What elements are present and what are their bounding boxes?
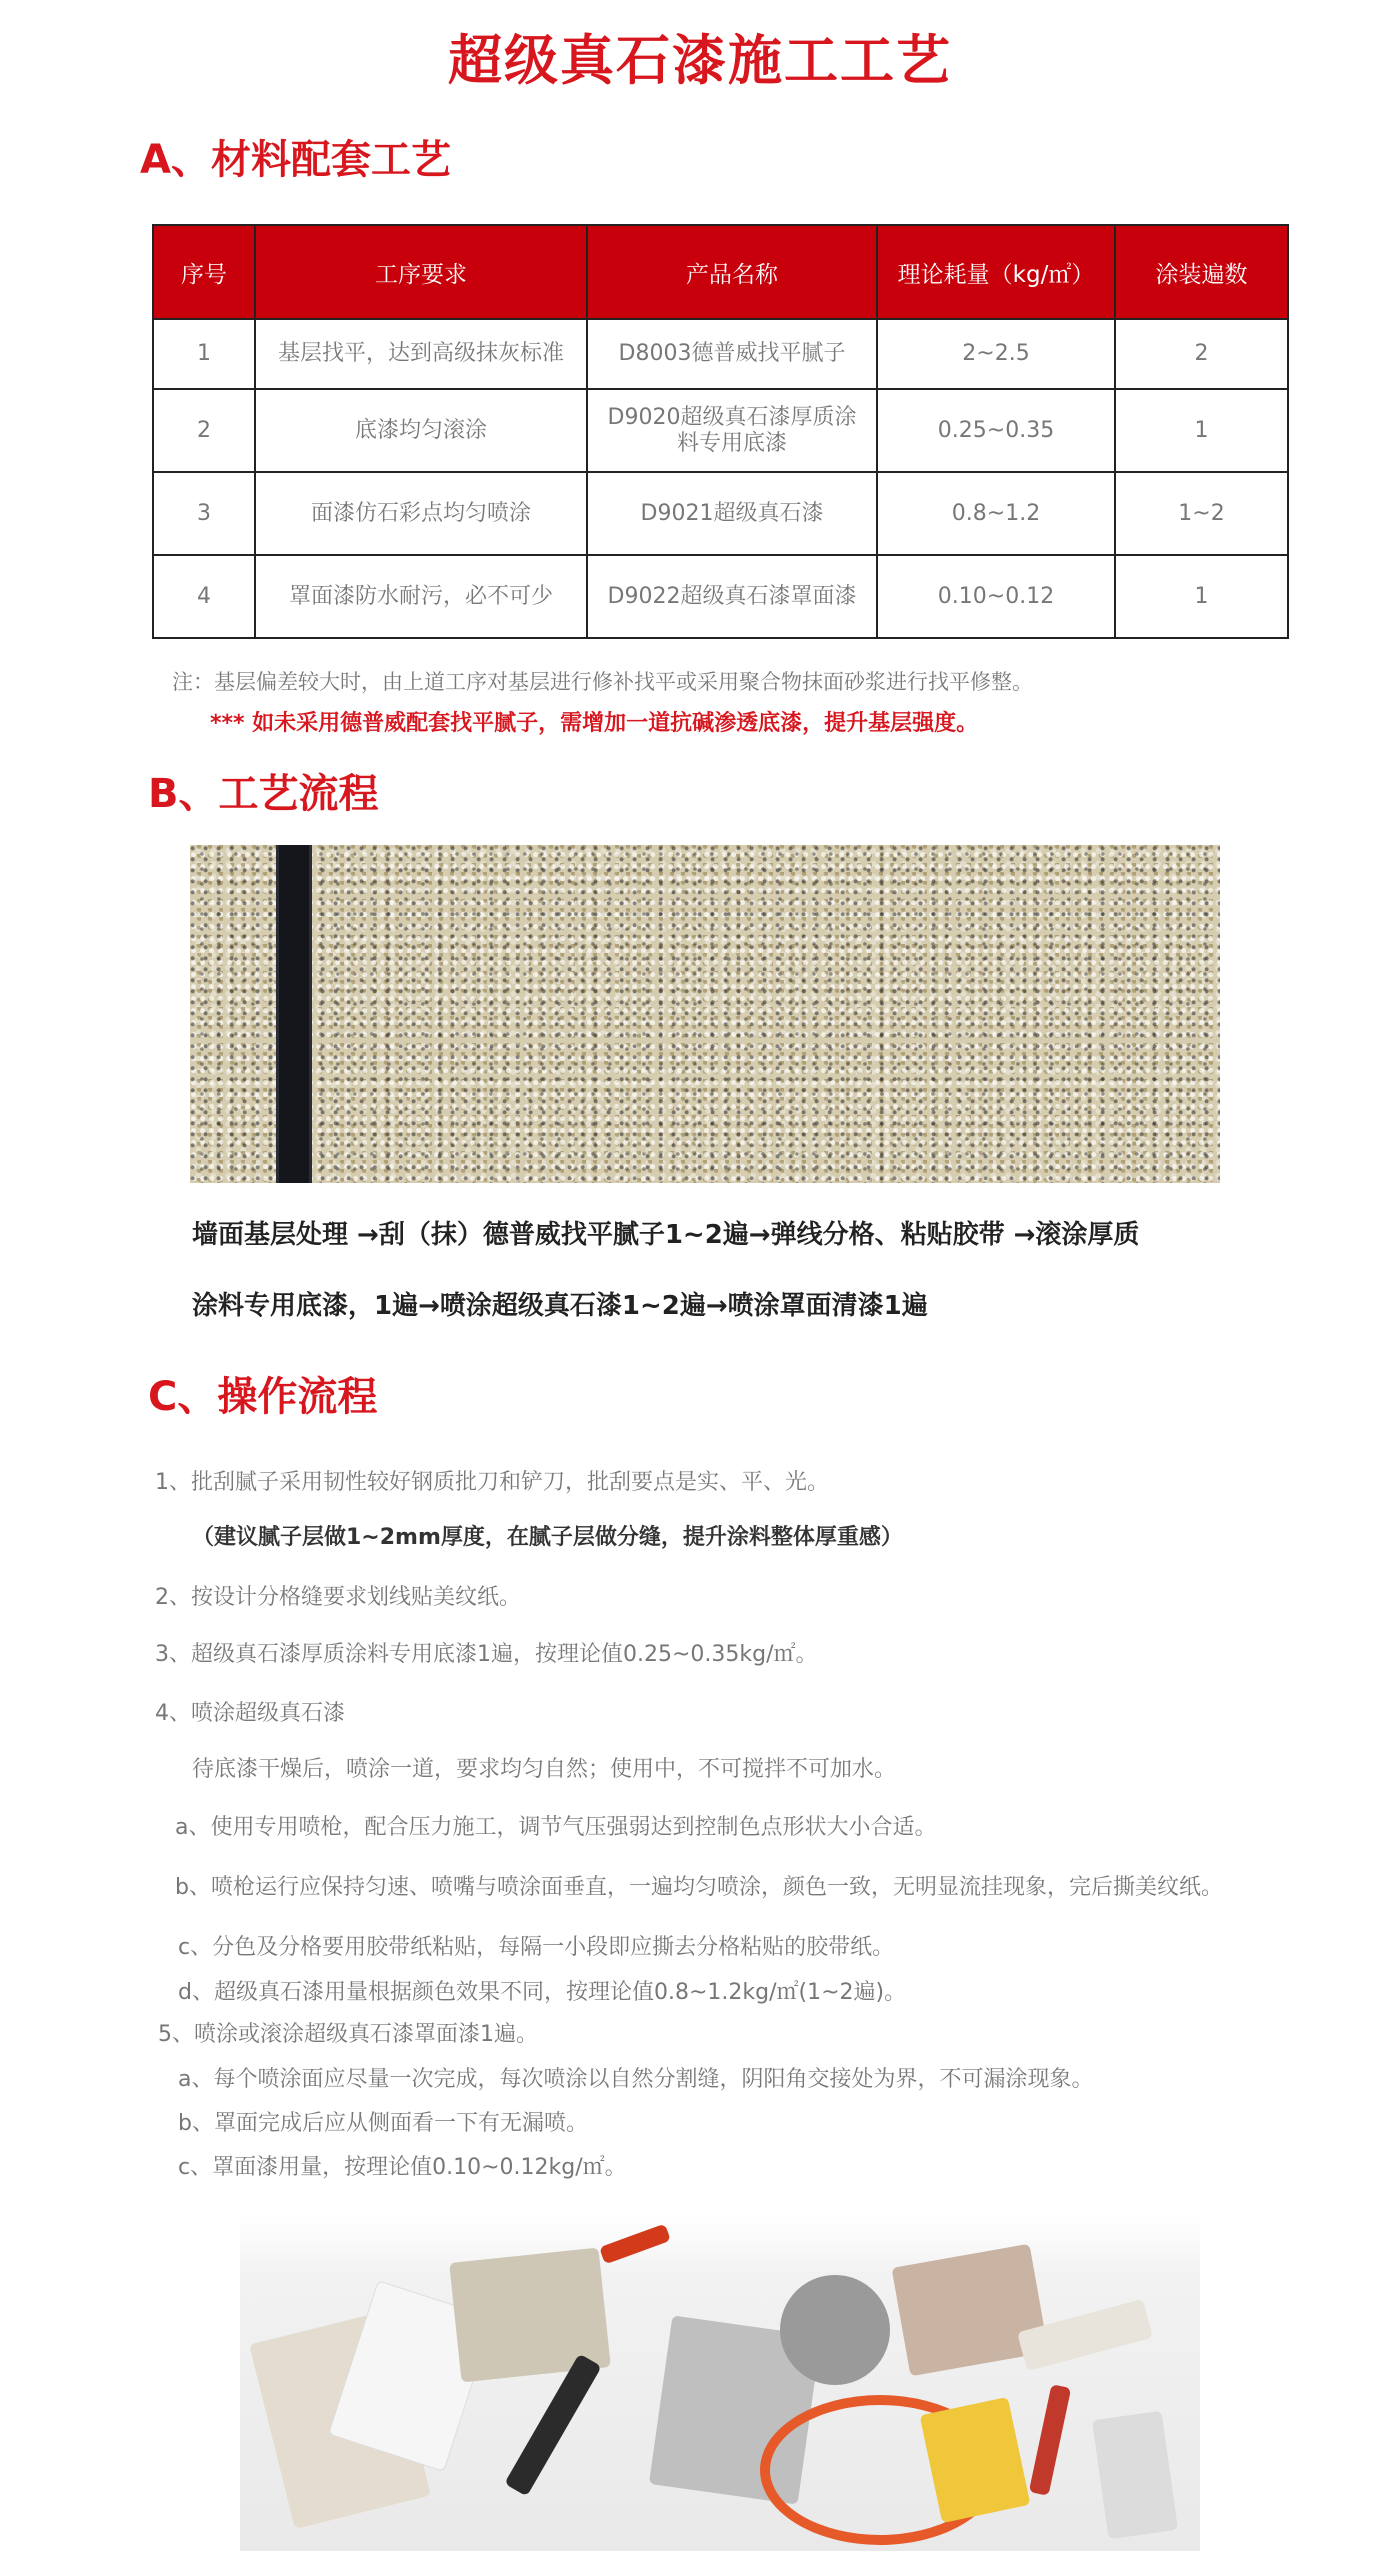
col-header-coats: 涂装遍数 [1115, 225, 1288, 319]
step-2: 2、按设计分格缝要求划线贴美纹纸。 [155, 1585, 521, 1610]
tools-illustration [240, 2215, 1200, 2551]
section-a-heading: A、材料配套工艺 [140, 137, 451, 183]
materials-table [152, 224, 1289, 639]
cell-process: 基层找平，达到高级抹灰标准 [255, 319, 587, 389]
table-row [153, 389, 1288, 472]
table-warning: *** 如未采用德普威配套找平腻子，需增加一道抗碱渗透底漆，提升基层强度。 [210, 711, 979, 736]
stone-texture-image [190, 845, 1220, 1183]
step-4-d: d、超级真石漆用量根据颜色效果不同，按理论值0.8~1.2kg/㎡(1~2遍)。 [178, 1980, 907, 2005]
cell-coats: 2 [1115, 319, 1288, 389]
cell-coats: 1 [1115, 555, 1288, 638]
step-1: 1、批刮腻子采用韧性较好钢质批刀和铲刀，批刮要点是实、平、光。 [155, 1470, 829, 1495]
cell-index: 3 [153, 472, 255, 555]
cell-product: D8003德普威找平腻子 [587, 319, 877, 389]
cell-consumption: 0.10~0.12 [877, 555, 1115, 638]
col-header-consumption: 理论耗量（kg/㎡） [877, 225, 1115, 319]
section-c-heading: C、操作流程 [148, 1374, 378, 1420]
step-5-b: b、罩面完成后应从侧面看一下有无漏喷。 [178, 2111, 588, 2136]
cell-process: 底漆均匀滚涂 [255, 389, 587, 472]
table-row [153, 319, 1288, 389]
step-1-tip: （建议腻子层做1~2mm厚度，在腻子层做分缝，提升涂料整体厚重感） [192, 1525, 903, 1550]
cell-consumption: 0.25~0.35 [877, 389, 1115, 472]
process-flow-line-2: 涂料专用底漆，1遍→喷涂超级真石漆1~2遍→喷涂罩面清漆1遍 [192, 1291, 928, 1321]
step-4-c: c、分色及分格要用胶带纸粘贴，每隔一小段即应撕去分格粘贴的胶带纸。 [178, 1935, 895, 1960]
cell-product: D9020超级真石漆厚质涂料专用底漆 [587, 389, 877, 472]
cell-consumption: 0.8~1.2 [877, 472, 1115, 555]
cell-index: 2 [153, 389, 255, 472]
cell-consumption: 2~2.5 [877, 319, 1115, 389]
step-4: 4、喷涂超级真石漆 [155, 1701, 345, 1726]
col-header-product: 产品名称 [587, 225, 877, 319]
step-4-intro: 待底漆干燥后，喷涂一道，要求均匀自然；使用中，不可搅拌不可加水。 [192, 1757, 897, 1782]
cell-process: 面漆仿石彩点均匀喷涂 [255, 472, 587, 555]
col-header-index: 序号 [153, 225, 255, 319]
cell-product: D9022超级真石漆罩面漆 [587, 555, 877, 638]
cell-index: 1 [153, 319, 255, 389]
step-4-b: b、喷枪运行应保持匀速、喷嘴与喷涂面垂直，一遍均匀喷涂，颜色一致，无明显流挂现象，完后撕美纹纸。 [175, 1875, 1223, 1900]
step-5-a: a、每个喷涂面应尽量一次完成，每次喷涂以自然分割缝，阴阳角交接处为界，不可漏涂现象。 [178, 2067, 1094, 2092]
table-row [153, 555, 1288, 638]
table-row [153, 472, 1288, 555]
table-header-row [153, 225, 1288, 319]
step-5-c: c、罩面漆用量，按理论值0.10~0.12kg/㎡。 [178, 2155, 627, 2180]
step-4-a: a、使用专用喷枪，配合压力施工，调节气压强弱达到控制色点形状大小合适。 [175, 1815, 937, 1840]
cell-index: 4 [153, 555, 255, 638]
black-tape-strip [276, 845, 312, 1183]
cell-process: 罩面漆防水耐污，必不可少 [255, 555, 587, 638]
cell-coats: 1~2 [1115, 472, 1288, 555]
table-note: 注：基层偏差较大时，由上道工序对基层进行修补找平或采用聚合物抹面砂浆进行找平修整。 [172, 670, 1033, 694]
step-3: 3、超级真石漆厚质涂料专用底漆1遍，按理论值0.25~0.35kg/㎡。 [155, 1642, 818, 1667]
page-title: 超级真石漆施工工艺 [448, 29, 952, 92]
cell-product: D9021超级真石漆 [587, 472, 877, 555]
process-flow-line-1: 墙面基层处理 →刮（抹）德普威找平腻子1~2遍→弹线分格、粘贴胶带 →滚涂厚质 [192, 1220, 1140, 1250]
col-header-process: 工序要求 [255, 225, 587, 319]
step-5: 5、喷涂或滚涂超级真石漆罩面漆1遍。 [158, 2022, 538, 2047]
section-b-heading: B、工艺流程 [148, 771, 379, 817]
cell-coats: 1 [1115, 389, 1288, 472]
